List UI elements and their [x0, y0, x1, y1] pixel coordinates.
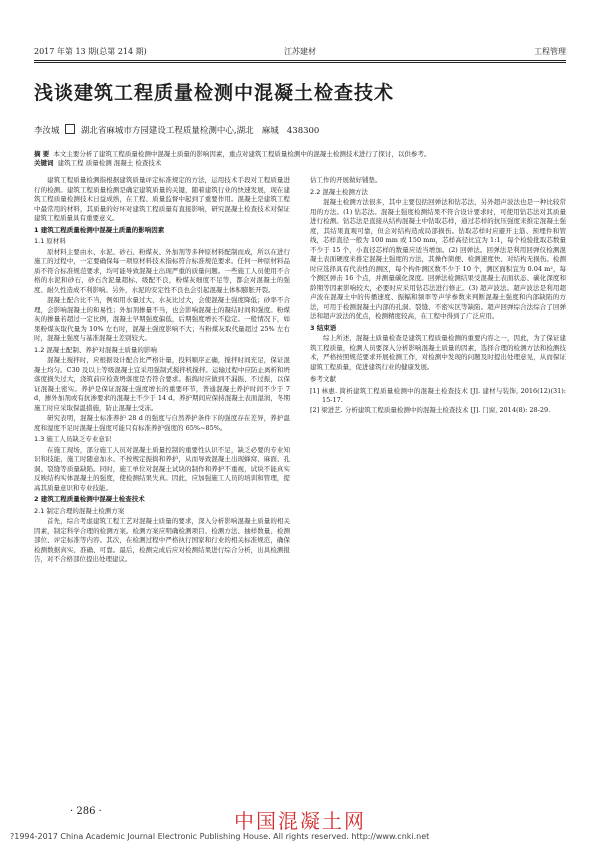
paragraph-mix-ratio: 混凝土配合比不当，例如用水量过大、水灰比过大，会使混凝土强度降低；砂率不合理，会影响混凝土的和易性；外加剂掺量不当，也会影响混凝土的凝结时间和强度。粉煤灰的掺量若超过一定比例，混凝土早期强度偏低，后期强度增长不稳定。一般情况下，如果粉煤灰取代量为 10% 左右时，混凝土强度影响不大；当粉煤灰取代量超过 25% 左右时，混凝土强度与基准混凝土差别较大。 — [34, 296, 290, 342]
reference-item: [2] 梁进艺. 分析建筑工程质量检测中的混凝土检查技术 [J]. 门窗, 2014(8): 28-29. — [310, 405, 551, 414]
section-1-2-heading: 1.2 混凝土配制、养护对混凝土质量的影响 — [34, 345, 157, 354]
paragraph-raw-materials: 原材料主要由水、水泥、砂石、粉煤灰、外加剂等多种原材料配制而成，所以在进行施工的过程中，一定要确保每一项原材料技术指标符合标准规范要求。任何一种原材料品质不符合标准规范要求，均可能导致混凝土出现严重的质量问题。一些施工人员使用不合格的水泥和砂石，砂石含泥量超标、级配不良，粉煤灰细度不足等，都会对混凝土的强度、耐久性造成不利影响。另外，水泥的安定性不良也会引起混凝土体积膨胀开裂。 — [34, 247, 290, 294]
section-1-heading: 1 建筑工程质量检测中混凝土质量的影响因素 — [34, 225, 165, 234]
keywords — [34, 159, 566, 168]
author-city: 麻城 — [261, 126, 279, 136]
author-name: 李汝城 — [34, 126, 60, 136]
references — [310, 375, 566, 415]
paragraph-personnel: 在施工现场，部分施工人员对混凝土质量控制的重要性认识不足，缺乏必要的专业知识和技能，施工时随意加水、不按规定振捣和养护，从而导致混凝土出现蜂窝、麻面、孔洞、裂缝等质量缺陷。同时，施工单位对混凝土试块的制作和养护不重视，试块不能真实反映结构实体混凝土的强度，使检测结果失真。因此，应加强施工人员的培训和管理，提高其质量意识和专业技能。 — [34, 445, 290, 492]
right-column — [310, 176, 566, 796]
left-column — [34, 176, 290, 796]
header-rule-bottom — [34, 62, 566, 63]
author-postcode: 438300 — [286, 126, 320, 136]
section-2-1-heading: 2.1 制定合理的混凝土检测方案 — [34, 506, 125, 515]
abstract-block — [34, 150, 566, 168]
site-watermark: 中国混凝土网 — [234, 809, 366, 833]
header-rule-top — [34, 60, 566, 61]
issue-info: 2017 年第 13 期(总第 214 期) — [34, 47, 147, 56]
section-3-heading: 3 结束语 — [310, 323, 337, 332]
section-1-1-heading: 1.1 原材料 — [34, 237, 66, 245]
copyright-footer: ?1994-2017 China Academic Journal Electronic Publishing House. All rights reserved. http://www.cnki.net — [10, 832, 430, 841]
abstract-label: 摘 要 — [34, 150, 50, 158]
page-number: · 286 · — [70, 806, 102, 817]
reference-item: [1] 林惠. 简析建筑工程质量检测中的混凝土检查技术 [J]. 建材与装饰, 2016(12)(31): 15-17. — [310, 386, 566, 404]
keywords-label: 关键词 — [34, 159, 54, 167]
section-2-heading: 2 建筑工程质量检测中混凝土检查技术 — [34, 495, 145, 503]
intro-paragraph: 建筑工程质量检测指根据建筑质量评定标准规定的方法，运用技术手段对工程质量进行的检测。建筑工程质量检测是确定建筑质量的关键，随着建筑行业的快速发展，现在建筑工程质量检测技术日益成熟，在工程、质量监督中起到了重要作用。混凝土是建筑工程中最常用的材料，其质量的好坏对建筑工程质量有直接影响，研究混凝土检查技术对保证建筑工程质量具有重要意义。 — [34, 176, 290, 222]
author-line — [34, 124, 566, 136]
paragraph-continued: 估工作的开展做好铺垫。 — [310, 176, 382, 184]
section-name: 工程管理 — [534, 47, 566, 56]
keywords-text: 建筑工程 质量检测 混凝土 检查技术 — [57, 159, 162, 167]
author-affiliation: 湖北省麻城市方园建设工程质量检测中心,湖北 — [80, 126, 254, 136]
abstract — [34, 150, 566, 159]
article-title: 浅谈建筑工程质量检测中混凝土检查技术 — [34, 82, 395, 104]
abstract-text: 本文主要分析了建筑工程质量检测中混凝土质量的影响因素，重点对建筑工程质量检测中的混凝土检测技术进行了探讨，以供参考。 — [53, 150, 431, 158]
paragraph-curing-strength: 研究表明，混凝土标准养护 28 d 的强度与自然养护条件下的强度存在差异，养护温度和湿度不足时混凝土强度可能只有标准养护强度的 65%~85%。 — [34, 414, 290, 432]
paragraph-test-plan: 首先，综合考虑建筑工程工艺对混凝土质量的要求，深入分析影响混凝土质量的相关因素，制定科学合理的检测方案。检测方案应明确检测项目、检测方法、抽样数量、检测部位、评定标准等内容。其次，在检测过程中严格执行国家和行业的相关标准规范，确保检测数据真实、准确、可靠。最后，检测完成后应对检测结果进行综合分析，出具检测报告，对不合格部位提出处理建议。 — [34, 517, 290, 563]
paragraph-conclusion: 综上所述，混凝土质量检查是建筑工程质量检测的重要内容之一，因此，为了保证建筑工程质量，检测人员要深入分析影响混凝土质量的因素，选择合理的检测方法和检测技术，严格按照规范要求开展检测工作，对检测中发现的问题及时提出处理意见，从而保证建筑工程质量，促进建筑行业的健康发展。 — [310, 334, 566, 371]
paragraph-test-methods: 混凝土检测方法很多，其中主要包括回弹法和钻芯法，另外超声波法也是一种比较常用的方法。(1) 钻芯法。混凝土强度检测结果不符合设计要求时，可使用钻芯法对其质量进行检测。钻芯法是直接从结构混凝土中钻取芯样，通过芯样的抗压强度来推定混凝土强度，其结果直观可靠，但会对结构造成局部损伤。钻取芯样时应避开主筋、预埋件和管线，芯样直径一般为 100 mm 或 150 mm，芯样高径比宜为 1:1，每个检验批取芯数量不少于 15 个，小直径芯样的数量应适当增加。(2) 回弹法。回弹法是利用回弹仪检测混凝土表面硬度来推定混凝土强度的方法，其操作简便、检测速度快、对结构无损伤。检测时应选择具有代表性的测区，每个构件测区数不少于 10 个，测区面积宜为 0.04 m²，每个测区弹击 16 个点，并测量碳化深度。回弹法检测结果受混凝土表面状态、碳化深度和龄期等因素影响较大，必要时应采用钻芯法进行修正。(3) 超声波法。超声波法是利用超声波在混凝土中的传播速度、振幅和频率等声学参数来判断混凝土强度和内部缺陷的方法，可用于检测混凝土内部的孔洞、裂缝、不密实区等缺陷。超声回弹综合法综合了回弹法和超声波法的优点，检测精度较高，在工程中得到了广泛应用。 — [310, 198, 566, 320]
paragraph-mixing-curing: 混凝土搅拌时，应根据设计配合比严格计量，投料顺序正确，搅拌时间充足，保证混凝土均匀。C30 及以上等级混凝土宜采用强制式搅拌机搅拌。运输过程中应防止离析和坍落度损失过大，浇筑前应检查坍落度是否符合要求。振捣时应做到不漏振、不过振，以保证混凝土密实。养护是保证混凝土强度增长的重要环节，普通混凝土养护时间不少于 7 d，掺外加剂或有抗渗要求的混凝土不少于 14 d。养护期间应保持混凝土表面湿润，冬期施工时应采取保温措施，防止混凝土受冻。 — [34, 356, 290, 412]
journal-name: 江苏建材 — [284, 47, 316, 56]
references-title: 参考文献 — [310, 375, 336, 383]
affiliation-bracket-icon — [65, 124, 75, 134]
section-1-3-heading: 1.3 施工人员缺乏专业意识 — [34, 435, 112, 443]
section-2-2-heading: 2.2 混凝土检测方法 — [310, 187, 368, 196]
running-header — [34, 46, 566, 60]
